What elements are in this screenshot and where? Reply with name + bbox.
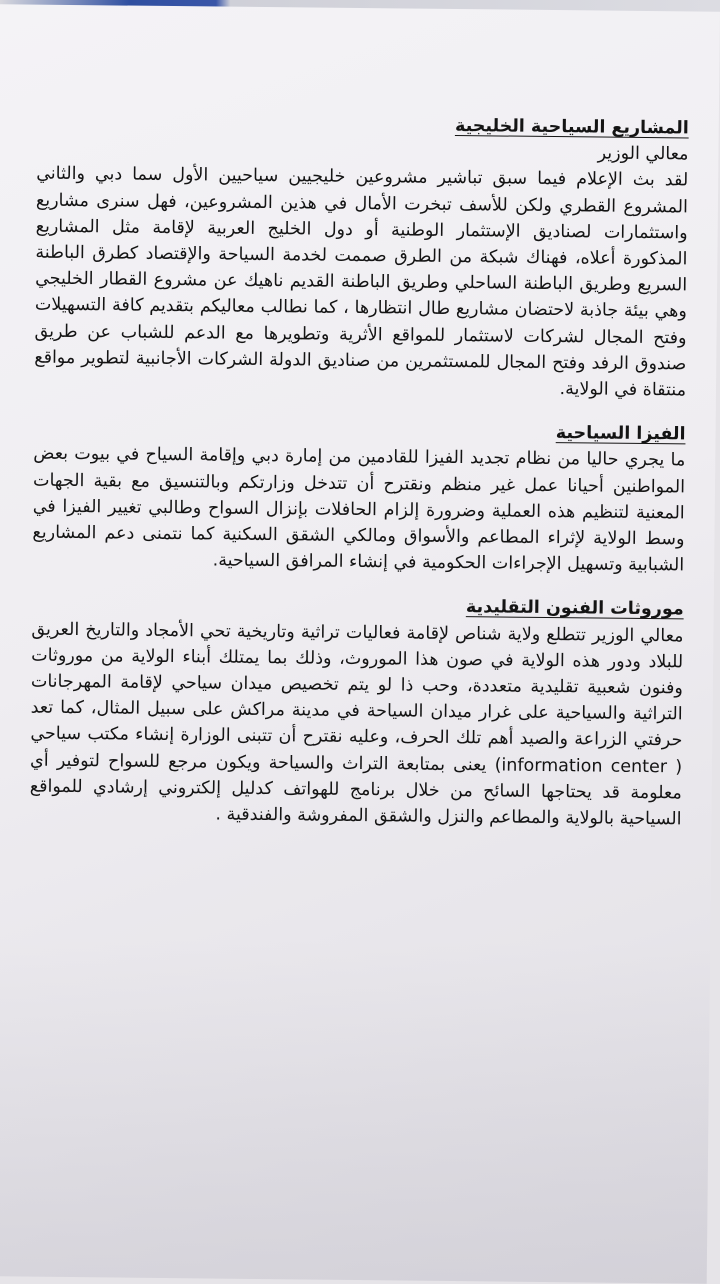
section-heading: الفيزا السياحية xyxy=(555,423,686,445)
salutation: معالي الوزير xyxy=(597,143,689,165)
document-page xyxy=(0,4,720,1283)
section-tourist-visa xyxy=(32,411,686,579)
page-shadow xyxy=(0,936,710,1284)
section-heading: المشاريع السياحية الخليجية xyxy=(454,116,689,139)
section-body: ما يجري حاليا من نظام تجديد الفيزا للقادمين من إمارة دبي وإقامة السياح في بيوت بعض المواطنين أحيانا عمل غير منظم ونقترح أن تتدخل وزارتكم وبالتنسيق مع بقية الجهات المعنية لتنظيم هذه العملية وضرورة إلزام الحافلات بإنزال السواح وطالبي تغيير الفيزا في وسط الولاية لإثراء المطاعم والأسواق ومالكي الشقق السكنية كما نتمنى دعم المشاريع الشبابية وتسهيل الإجراءات الحكومية في إنشاء المرافق السياحية. xyxy=(32,444,686,576)
document-content xyxy=(29,105,689,847)
section-body: معالي الوزير تتطلع ولاية شناص لإقامة فعاليات تراثية وتاريخية تحي الأمجاد والتاريخ العريق للبلاد ودور هذه الولاية في صون هذا الموروث، وذلك بما يمتلك أبناء الولاية من موروثات وفنون شعبية تقليدية متعددة، وحب ذا لو يتم تخصيص ميدان سياحي لإقامة المهرجانات التراثية والسياحية على غرار ميدان السياحة في مدينة مراكش على سبيل المثال، كما تعد حرفتي الزراعة والصيد أهم تلك الحرف، وعليه نقترح أن تتبنى الوزارة إنشاء مكتب سياحي ( information center) يعنى بمتابعة التراث والسياحة ويكون مرجع للسواح لتوفير أي معلومة قد يحتاجها السائح من خلال برنامج للهواتف كدليل إلكتروني إرشادي للمواقع السياحية بالولاية والمطاعم والنزل والشقق المفروشة والفندقية . xyxy=(29,619,684,830)
section-gulf-tourism-projects xyxy=(34,105,689,404)
section-traditional-arts xyxy=(29,586,683,833)
section-body: لقد بث الإعلام فيما سبق تباشير مشروعين خليجيين سياحيين الأول سما دبي والثاني المشروع القطري ولكن للأسف تبخرت الأمال في هذين المشروعين، فهل سنرى مشاريع واستثمارات لصناديق الإستثمار الوطنية أو دول الخليج العربية لإقامة مثل المشاريع المذكورة أعلاه، فهناك شبكة من الطرق صممت لخدمة السياحة والإقتصاد كطرق الباطنة السريع وطريق الباطنة الساحلي وطريق الباطنة القديم ناهيك عن مشروع القطار الخليجي وهي بيئة جاذبة لاحتضان مشاريع طال انتظارها ، كما نطالب معاليكم بتقديم كافة التسهيلات وفتح المجال لشركات لاستثمار للمواقع الأثرية وتطويرها مع الدعم للشباب عن طريق صندوق الرفد وفتح المجال للمستثمرين من صناديق الدولة الشركات الأجانبية لتطوير مواقع منتقاة في الولاية. xyxy=(34,164,689,401)
section-heading: موروثات الفنون التقليدية xyxy=(465,597,684,620)
